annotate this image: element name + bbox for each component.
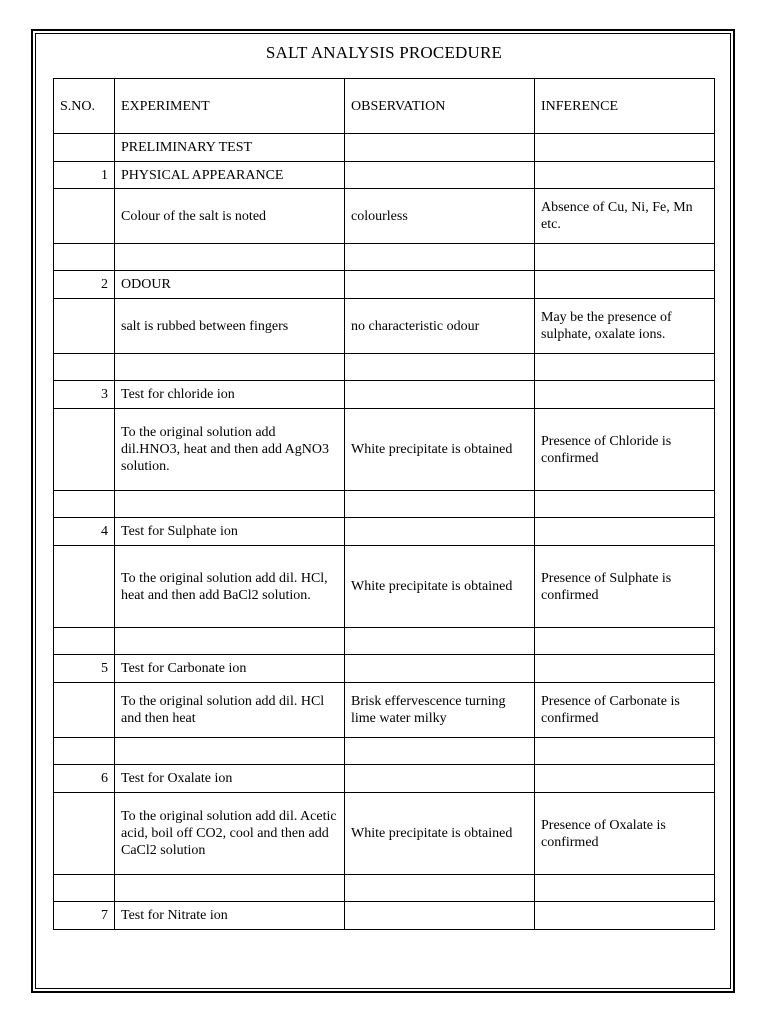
table-row — [54, 134, 715, 162]
cell-experiment — [115, 875, 345, 902]
table-row — [54, 628, 715, 655]
cell-sno — [54, 628, 115, 655]
cell-inference — [535, 354, 715, 381]
cell-experiment: ODOUR — [115, 271, 345, 299]
header-observation: OBSERVATION — [345, 79, 535, 134]
cell-observation — [345, 354, 535, 381]
header-row — [54, 79, 715, 134]
procedure-table-body — [54, 79, 715, 930]
cell-inference — [535, 655, 715, 683]
cell-inference: Absence of Cu, Ni, Fe, Mn etc. — [535, 189, 715, 244]
cell-inference — [535, 162, 715, 189]
cell-inference — [535, 491, 715, 518]
cell-sno: 4 — [54, 518, 115, 546]
cell-sno — [54, 683, 115, 738]
cell-sno: 7 — [54, 902, 115, 930]
cell-sno — [54, 793, 115, 875]
cell-sno — [54, 875, 115, 902]
cell-observation — [345, 875, 535, 902]
cell-inference: Presence of Chloride is confirmed — [535, 409, 715, 491]
table-row — [54, 875, 715, 902]
cell-observation: colourless — [345, 189, 535, 244]
cell-inference: Presence of Sulphate is confirmed — [535, 546, 715, 628]
cell-experiment: Colour of the salt is noted — [115, 189, 345, 244]
cell-observation: Brisk effervescence turning lime water milky — [345, 683, 535, 738]
cell-inference: Presence of Carbonate is confirmed — [535, 683, 715, 738]
cell-sno: 1 — [54, 162, 115, 189]
cell-inference — [535, 244, 715, 271]
cell-experiment: Test for Sulphate ion — [115, 518, 345, 546]
table-row — [54, 381, 715, 409]
table-row — [54, 299, 715, 354]
cell-observation — [345, 902, 535, 930]
cell-sno — [54, 546, 115, 628]
cell-sno — [54, 354, 115, 381]
table-row — [54, 189, 715, 244]
cell-observation — [345, 162, 535, 189]
table-row — [54, 409, 715, 491]
table-row — [54, 765, 715, 793]
cell-observation: White precipitate is obtained — [345, 409, 535, 491]
table-row — [54, 244, 715, 271]
table-row — [54, 491, 715, 518]
cell-inference — [535, 381, 715, 409]
cell-inference — [535, 271, 715, 299]
cell-experiment — [115, 628, 345, 655]
cell-sno — [54, 244, 115, 271]
cell-sno: 3 — [54, 381, 115, 409]
table-row — [54, 518, 715, 546]
cell-sno: 5 — [54, 655, 115, 683]
cell-experiment — [115, 738, 345, 765]
cell-experiment — [115, 491, 345, 518]
cell-experiment — [115, 354, 345, 381]
cell-observation — [345, 271, 535, 299]
cell-inference — [535, 628, 715, 655]
table-row — [54, 683, 715, 738]
cell-observation — [345, 134, 535, 162]
cell-experiment: To the original solution add dil. HCl and then heat — [115, 683, 345, 738]
cell-inference — [535, 765, 715, 793]
cell-experiment: PRELIMINARY TEST — [115, 134, 345, 162]
cell-inference — [535, 518, 715, 546]
cell-observation — [345, 491, 535, 518]
cell-observation — [345, 765, 535, 793]
document-title: SALT ANALYSIS PROCEDURE — [265, 43, 503, 62]
cell-observation — [345, 244, 535, 271]
cell-observation — [345, 518, 535, 546]
cell-sno — [54, 491, 115, 518]
table-row — [54, 546, 715, 628]
cell-sno — [54, 409, 115, 491]
cell-sno — [54, 738, 115, 765]
cell-experiment: Test for Nitrate ion — [115, 902, 345, 930]
cell-experiment: Test for Oxalate ion — [115, 765, 345, 793]
header-sno: S.NO. — [54, 79, 115, 134]
table-row — [54, 354, 715, 381]
cell-inference — [535, 875, 715, 902]
cell-observation — [345, 381, 535, 409]
cell-sno — [54, 299, 115, 354]
cell-sno: 2 — [54, 271, 115, 299]
procedure-table — [53, 78, 715, 930]
cell-experiment: To the original solution add dil. Acetic acid, boil off CO2, cool and then add CaCl2 solution — [115, 793, 345, 875]
header-inference: INFERENCE — [535, 79, 715, 134]
cell-inference: Presence of Oxalate is confirmed — [535, 793, 715, 875]
cell-observation — [345, 655, 535, 683]
cell-experiment: To the original solution add dil. HCl, heat and then add BaCl2 solution. — [115, 546, 345, 628]
table-row — [54, 655, 715, 683]
table-row — [54, 162, 715, 189]
cell-sno — [54, 189, 115, 244]
cell-sno — [54, 134, 115, 162]
table-row — [54, 738, 715, 765]
cell-experiment: To the original solution add dil.HNO3, heat and then add AgNO3 solution. — [115, 409, 345, 491]
cell-observation: White precipitate is obtained — [345, 793, 535, 875]
cell-inference — [535, 134, 715, 162]
cell-inference: May be the presence of sulphate, oxalate ions. — [535, 299, 715, 354]
header-experiment: EXPERIMENT — [115, 79, 345, 134]
cell-observation — [345, 628, 535, 655]
cell-observation: White precipitate is obtained — [345, 546, 535, 628]
table-row — [54, 793, 715, 875]
cell-experiment — [115, 244, 345, 271]
cell-observation — [345, 738, 535, 765]
cell-inference — [535, 738, 715, 765]
table-row — [54, 902, 715, 930]
cell-sno: 6 — [54, 765, 115, 793]
cell-observation: no characteristic odour — [345, 299, 535, 354]
table-row — [54, 271, 715, 299]
cell-experiment: Test for Carbonate ion — [115, 655, 345, 683]
cell-experiment: PHYSICAL APPEARANCE — [115, 162, 345, 189]
cell-inference — [535, 902, 715, 930]
cell-experiment: salt is rubbed between fingers — [115, 299, 345, 354]
cell-experiment: Test for chloride ion — [115, 381, 345, 409]
